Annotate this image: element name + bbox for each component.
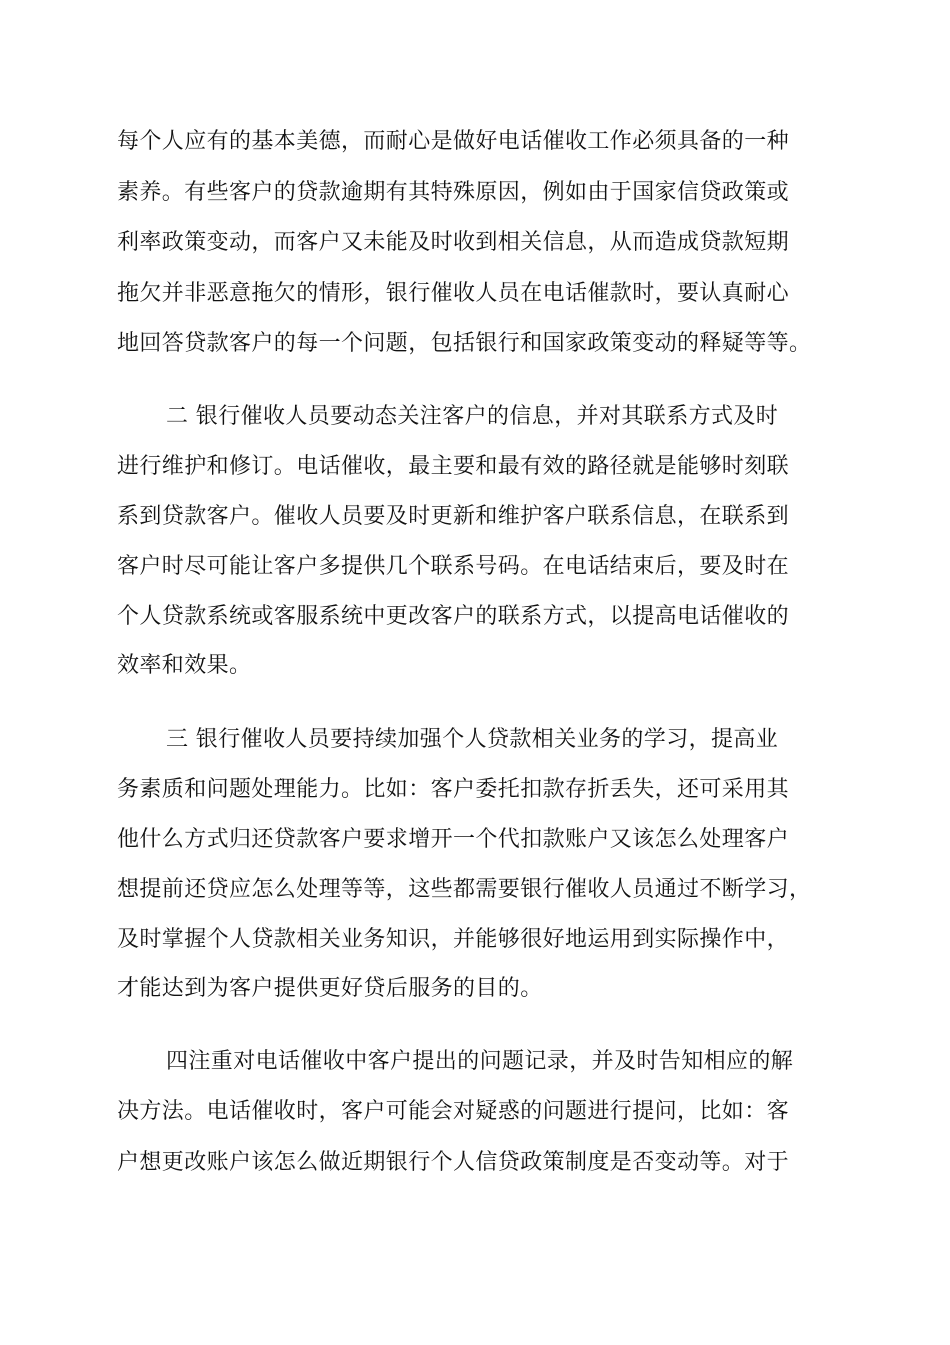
paragraph-1-line-5: 地回答贷款客户的每一个问题，包括银行和国家政策变动的释疑等等。 — [117, 331, 812, 356]
paragraph-2-line-2: 进行维护和修订。电话催收，最主要和最有效的路径就是能够时刻联 — [117, 454, 790, 479]
paragraph-1-line-4: 拖欠并非恶意拖欠的情形，银行催收人员在电话催款时，要认真耐心 — [117, 281, 790, 306]
paragraph-1-line-1: 每个人应有的基本美德，而耐心是做好电话催收工作必须具备的一种 — [117, 129, 790, 154]
paragraph-1-line-3: 利率政策变动，而客户又未能及时收到相关信息，从而造成贷款短期 — [117, 230, 790, 255]
paragraph-3-line-6: 才能达到为客户提供更好贷后服务的目的。 — [117, 976, 543, 1001]
paragraph-3-line-2: 务素质和问题处理能力。比如：客户委托扣款存折丢失，还可采用其 — [117, 777, 790, 802]
paragraph-2-line-5: 个人贷款系统或客服系统中更改客户的联系方式，以提高电话催收的 — [117, 604, 790, 629]
paragraph-3-line-5: 及时掌握个人贷款相关业务知识，并能够很好地运用到实际操作中， — [117, 927, 790, 952]
paragraph-3-line-3: 他什么方式归还贷款客户要求增开一个代扣款账户又该怎么处理客户 — [117, 827, 790, 852]
paragraph-2-line-1: 二 银行催收人员要动态关注客户的信息，并对其联系方式及时 — [166, 404, 779, 429]
paragraph-3-line-4: 想提前还贷应怎么处理等等，这些都需要银行催收人员通过不断学习， — [117, 877, 812, 902]
paragraph-2-line-3: 系到贷款客户。催收人员要及时更新和维护客户联系信息，在联系到 — [117, 504, 790, 529]
paragraph-4-line-3: 户想更改账户该怎么做近期银行个人信贷政策制度是否变动等。对于 — [117, 1150, 790, 1175]
paragraph-2-line-6: 效率和效果。 — [117, 653, 252, 678]
paragraph-3-line-1: 三 银行催收人员要持续加强个人贷款相关业务的学习，提高业 — [166, 727, 779, 752]
paragraph-1-line-2: 素养。有些客户的贷款逾期有其特殊原因，例如由于国家信贷政策或 — [117, 180, 790, 205]
paragraph-2-line-4: 客户时尽可能让客户多提供几个联系号码。在电话结束后，要及时在 — [117, 554, 790, 579]
paragraph-4-line-1: 四注重对电话催收中客户提出的问题记录，并及时告知相应的解 — [166, 1049, 794, 1074]
paragraph-4-line-2: 决方法。电话催收时，客户可能会对疑惑的问题进行提问，比如：客 — [117, 1099, 790, 1124]
